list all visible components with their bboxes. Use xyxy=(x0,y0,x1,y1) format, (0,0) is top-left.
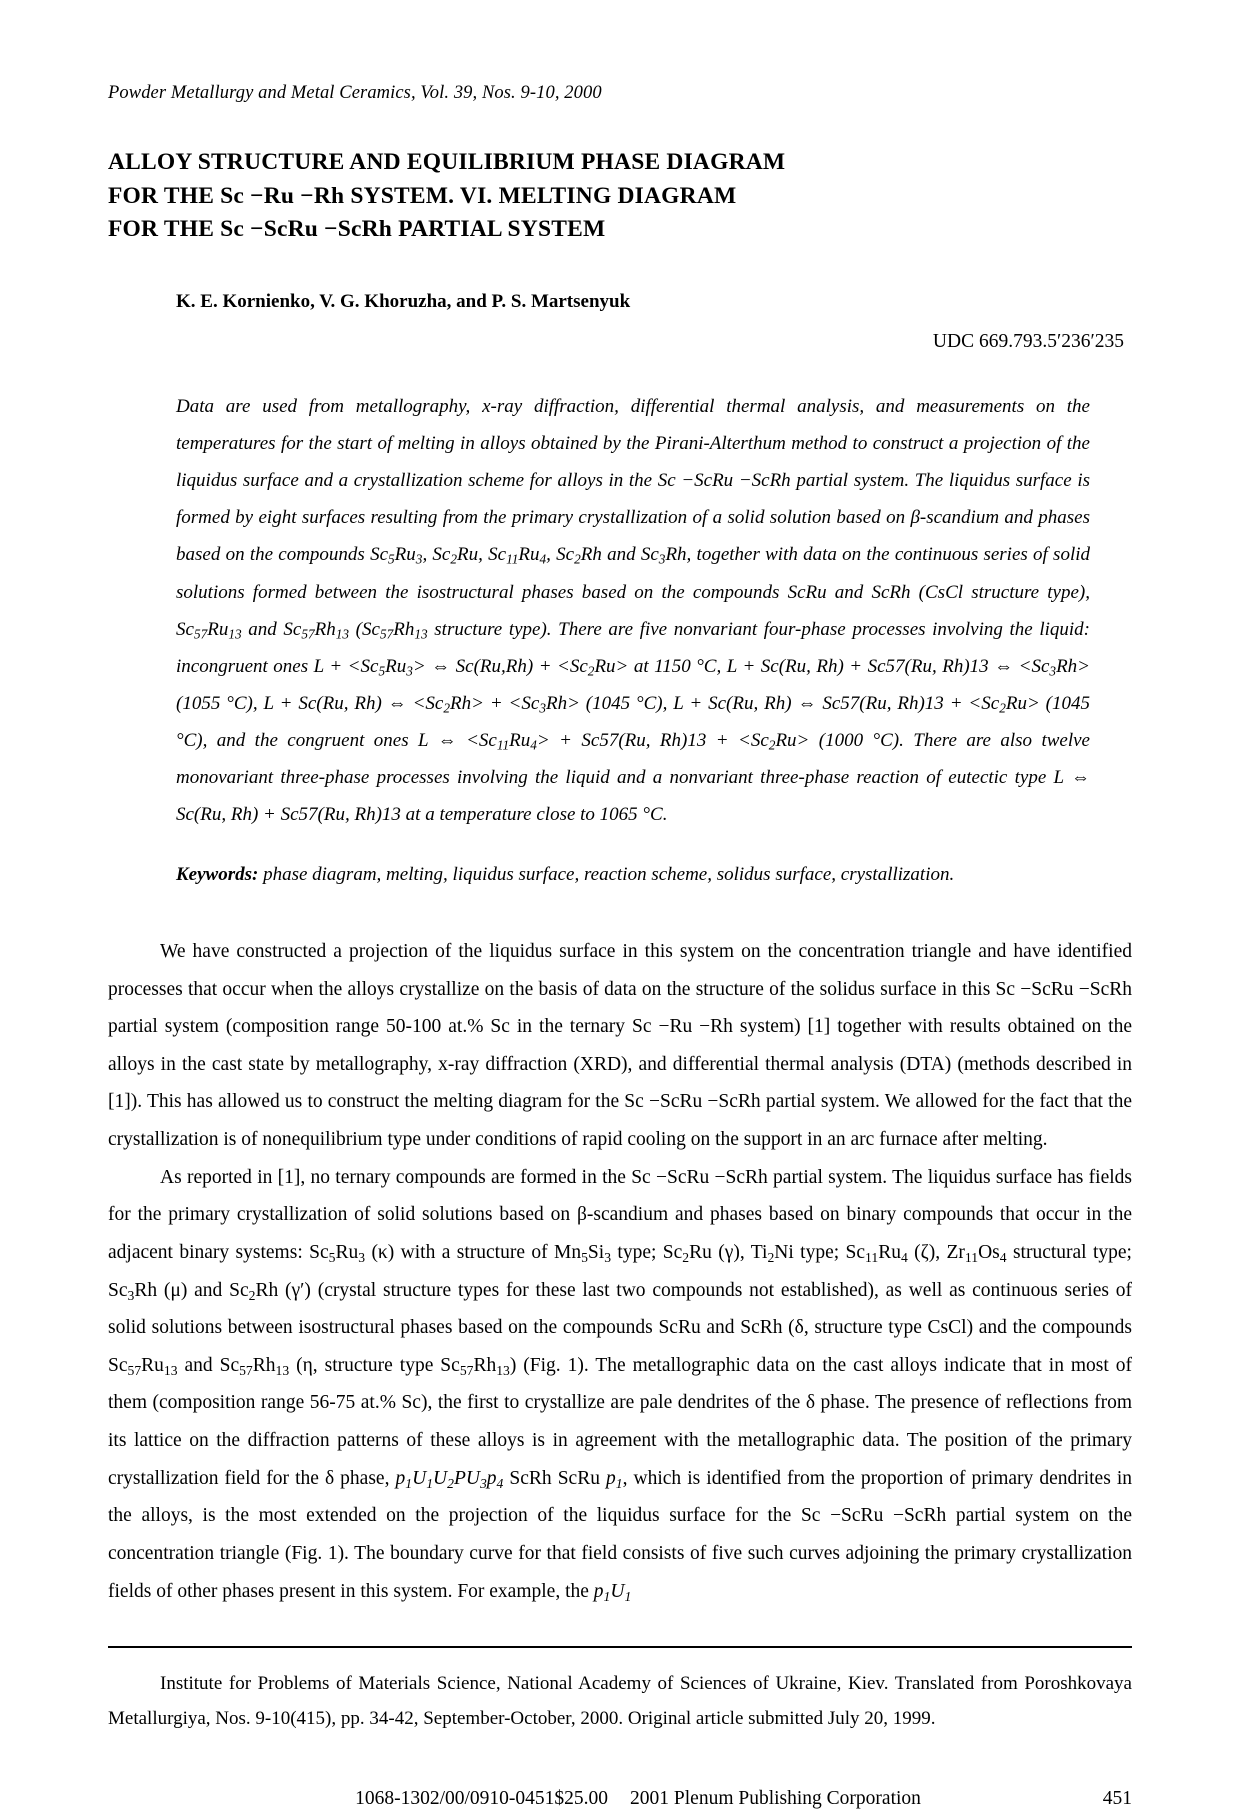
abstract: Data are used from metallography, x-ray diffraction, differential thermal analysis, and measurements on the temperatures for the start of melting in alloys obtained by the Pirani-Alterthum method to construct a projection of the liquidus surface and a crystallization scheme for alloys in the Sc −ScRu −ScRh partial system. The liquidus surface is formed by eight surfaces resulting from the primary crystallization of a solid solution based on β-scandium and phases based on the compounds $Sc_5Ru_3$, $Sc_2Ru$, $Sc_{11}Ru_4$, $Sc_2Rh$ and $Sc_3Rh$, together with data on the continuous series of solid solutions formed between the isostructural phases based on the compounds ScRu and ScRh (CsCl structure type), $Sc_{57}Ru_{13}$ and $Sc_{57}Rh_{13}$ ($Sc_{57}Rh_{13}$ structure type). There are five nonvariant four-phase processes involving the liquid: incongruent ones $L + <Sc_5Ru_3>$ ⇔ $Sc(Ru,Rh) + <Sc_2Ru>$ at 1150 °C, L + Sc(Ru, Rh) + Sc57(Ru, Rh)13 ⇔ $<Sc_3Rh> (1055$ °C), L + Sc(Ru, Rh) ⇔ $<Sc_2Rh> + <Sc_3Rh> (1045$ °C), L + Sc(Ru, Rh) ⇔ Sc57(Ru, $Rh)13 + <Sc_2Ru> (1045$ °C), and the congruent ones L ⇔ $<Sc_{11}Ru_4> + Sc57(Ru$, $Rh)13 + <Sc_2Ru> (1000$ °C). There are also twelve monovariant three-phase processes involving the liquid and a nonvariant three-phase reaction of eutectic type L ⇔ Sc(Ru, Rh) + Sc57(Ru, Rh)13 at a temperature close to 1065 °C. xyxy=(176,396,1091,825)
journal-reference: Powder Metallurgy and Metal Ceramics, Vol. 39, Nos. 9-10, 2000 xyxy=(108,83,602,103)
keywords xyxy=(176,857,1090,893)
imprint-row xyxy=(108,1788,1132,1810)
udc-code: UDC 669.793.5′236′235 xyxy=(932,330,1124,352)
publisher-name: 2001 Plenum Publishing Corporation xyxy=(630,1788,921,1810)
body-paragraph-2: As reported in [1], no ternary compounds are formed in the Sc −ScRu −ScRh partial system. The liquidus surface has fields for the primary crystallization of solid solutions based on β-scandium and phases based on binary compounds that occur in the adjacent binary systems: $Sc_5Ru_3$ (κ) with a structure of $Mn_5Si_3$ type; $Sc_2Ru$ (γ), $Ti_2Ni$ type; $Sc_{11}Ru_4$ (ζ), $Zr_{11}Os_4$ structural type; $Sc_3Rh$ (μ) and $Sc_2Rh$ (γ′) (crystal structure types for these last two compounds not established), as well as continuous series of solid solutions between isostructural phases based on the compounds ScRu and ScRh (δ, structure type CsCl) and the compounds $Sc_{57}Ru_{13}$ and $Sc_{57}Rh_{13}$ (η, structure type $Sc_{57}Rh_{13}$) (Fig. 1). The metallographic data on the cast alloys indicate that in most of them (composition range 56-75 at.% Sc), the first to crystallize are pale dendrites of the δ phase. The presence of reflections from its lattice on the diffraction patterns of these alloys is in agreement with the metallographic data. The position of the primary crystallization field for the δ phase, $p_1U_1U_2PU_3p_4$ ScRh ScRu $p_1$, which is identified from the proportion of primary dendrites in the alloys, is the most extended on the projection of the liquidus surface for the Sc −ScRu −ScRh partial system on the concentration triangle (Fig. 1). The boundary curve for that field consists of five such curves adjoining the primary crystallization fields of other phases present in this system. For example, the $p_1U_1$ xyxy=(108,1166,1133,1604)
imprint xyxy=(108,1788,1072,1810)
footnote-divider xyxy=(108,1646,1132,1648)
keywords-text: phase diagram, melting, liquidus surface, reaction scheme, solidus surface, crystallization. xyxy=(258,863,955,885)
page-number: 451 xyxy=(1102,1788,1132,1810)
author-list: K. E. Kornienko, V. G. Khoruzha, and P. S. Martsenyuk xyxy=(176,291,631,313)
keywords-label: Keywords: xyxy=(176,863,259,885)
page-title xyxy=(108,146,1132,246)
title-line-1: ALLOY STRUCTURE AND EQUILIBRIUM PHASE DIAGRAM xyxy=(108,149,786,176)
footnote: Institute for Problems of Materials Science, National Academy of Sciences of Ukraine, Kiev. Translated from Poroshkovaya Metallurgiya, Nos. 9-10(415), pp. 34-42, September-October, 2000. Original article submitted July 20, 1999. xyxy=(108,1673,1132,1730)
body-paragraph-1: We have constructed a projection of the liquidus surface in this system on the concentration triangle and have identified processes that occur when the alloys crystallize on the basis of data on the structure of the solidus surface in this Sc −ScRu −ScRh partial system (composition range 50-100 at.% Sc in the ternary Sc −Ru −Rh system) [1] together with results obtained on the alloys in the cast state by metallography, x-ray diffraction (XRD), and differential thermal analysis (DTA) (methods described in [1]). This has allowed us to construct the melting diagram for the Sc −ScRu −ScRh partial system. We allowed for the fact that the crystallization is of nonequilibrium type under conditions of rapid cooling on the support in an arc furnace after melting. xyxy=(108,940,1132,1151)
title-line-3: FOR THE Sc −ScRu −ScRh PARTIAL SYSTEM xyxy=(108,215,606,242)
issn-code: 1068-1302/00/0910-0451$25.00 xyxy=(355,1788,609,1810)
body-text xyxy=(108,933,1132,1610)
title-line-2: FOR THE Sc −Ru −Rh SYSTEM. VI. MELTING DIAGRAM xyxy=(108,182,737,209)
